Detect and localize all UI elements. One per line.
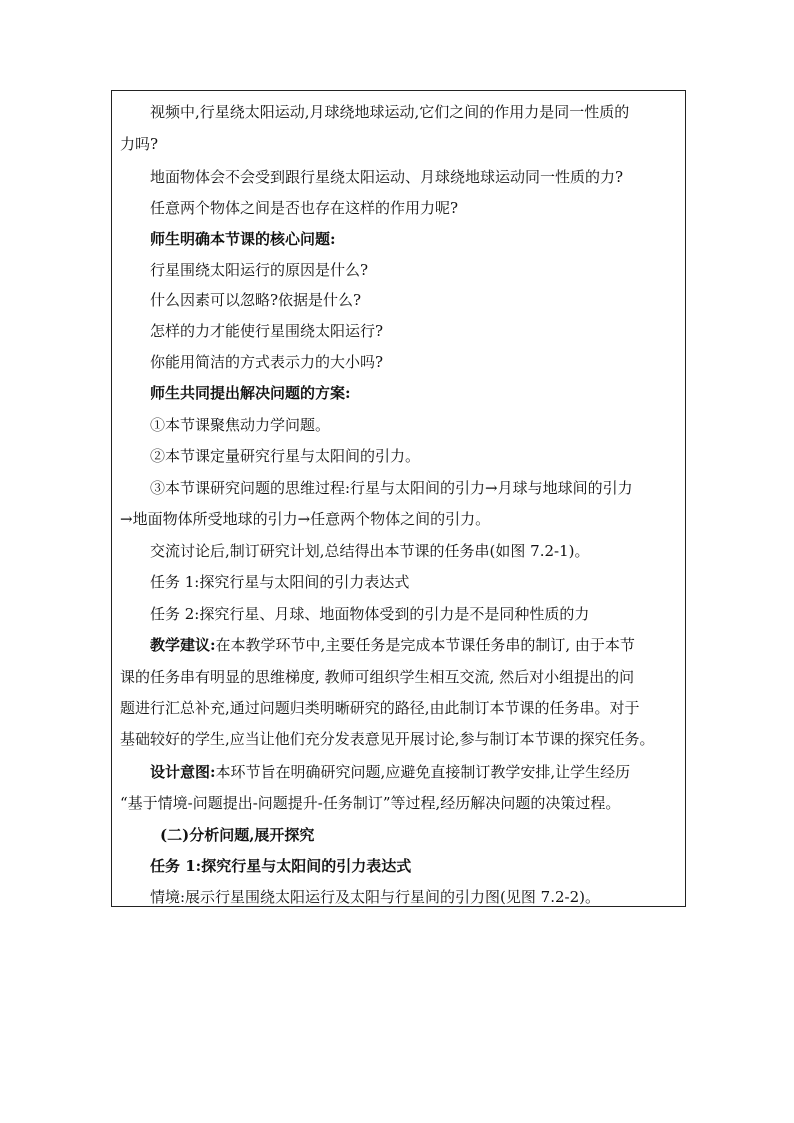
section-heading: (二)分析问题,展开探究 <box>160 826 315 844</box>
paragraph-line: 任务 2:探究行星、月球、地面物体受到的引力是不是同种性质的力 <box>150 605 590 623</box>
paragraph-line: “基于情境-问题提出-问题提升-任务制订”等过程,经历解决问题的决策过程。 <box>120 794 621 812</box>
paragraph-line: 你能用简洁的方式表示力的大小吗? <box>150 353 384 371</box>
paragraph-line: 教学建议:在本教学环节中,主要任务是完成本节课任务串的制订, 由于本节 <box>150 636 635 654</box>
paragraph-line: 行星围绕太阳运行的原因是什么? <box>150 261 369 279</box>
section-heading: 任务 1:探究行星与太阳间的引力表达式 <box>150 857 412 875</box>
paragraph-line: 视频中,行星绕太阳运动,月球绕地球运动,它们之间的作用力是同一性质的 <box>150 103 630 121</box>
paragraph-line: 课的任务串有明显的思维梯度, 教师可组织学生相互交流, 然后对小组提出的问 <box>120 668 635 686</box>
paragraph-line: 基础较好的学生,应当让他们充分发表意见开展讨论,参与制订本节课的探究任务。 <box>120 730 655 748</box>
paragraph-line: 题进行汇总补充,通过问题归类明晰研究的路径,由此制订本节课的任务串。对于 <box>120 699 640 717</box>
content-table-cell <box>111 90 686 907</box>
paragraph-line: 任意两个物体之间是否也存在这样的作用力呢? <box>150 199 459 217</box>
paragraph-line: 什么因素可以忽略?依据是什么? <box>150 291 362 309</box>
suggestion-label: 教学建议: <box>150 636 216 654</box>
paragraph-line: 地面物体会不会受到跟行星绕太阳运动、月球绕地球运动同一性质的力? <box>150 168 624 186</box>
paragraph-line: ③本节课研究问题的思维过程:行星与太阳间的引力→月球与地球间的引力 <box>150 479 633 497</box>
paragraph-line: →地面物体所受地球的引力→任意两个物体之间的引力。 <box>120 510 491 528</box>
paragraph-line: ①本节课聚焦动力学问题。 <box>150 416 331 434</box>
intent-label: 设计意图: <box>150 763 216 781</box>
paragraph-line: 任务 1:探究行星与太阳间的引力表达式 <box>150 573 410 591</box>
paragraph-line: ②本节课定量研究行星与太阳间的引力。 <box>150 447 421 465</box>
section-heading: 师生明确本节课的核心问题: <box>150 230 336 248</box>
paragraph-line: 力吗? <box>120 135 159 153</box>
paragraph-line: 交流讨论后,制订研究计划,总结得出本节课的任务串(如图 7.2-1)。 <box>150 542 590 560</box>
section-heading: 师生共同提出解决问题的方案: <box>150 384 351 402</box>
paragraph-line: 设计意图:本环节旨在明确研究问题,应避免直接制订教学安排,让学生经历 <box>150 763 631 781</box>
paragraph-line: 情境:展示行星围绕太阳运行及太阳与行星间的引力图(见图 7.2-2)。 <box>150 888 600 906</box>
paragraph-line: 怎样的力才能使行星围绕太阳运行? <box>150 322 384 340</box>
